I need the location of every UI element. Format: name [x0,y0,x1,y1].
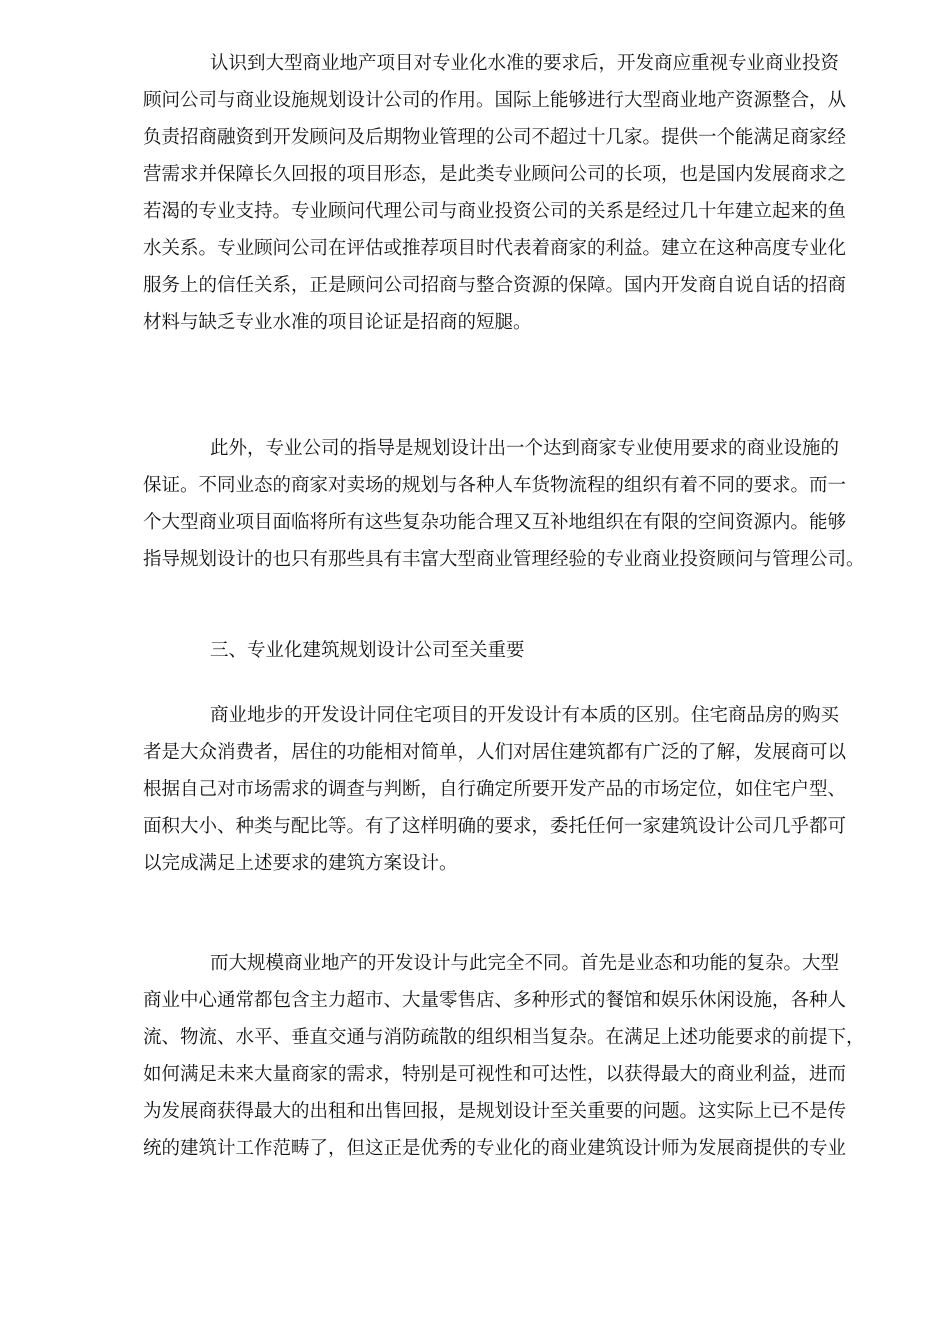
text-line: 此外，专业公司的指导是规划设计出一个达到商家专业使用要求的商业设施的 [210,438,840,459]
text-line: 面积大小、种类与配比等。有了这样明确的要求，委托任何一家建筑设计公司几乎都可 [143,816,847,837]
text-line: 若渴的专业支持。专业顾问代理公司与商业投资公司的关系是经过几十年建立起来的鱼 [143,201,847,222]
text-line: 材料与缺乏专业水准的项目论证是招商的短腿。 [143,312,532,333]
text-line: 服务上的信任关系，正是顾问公司招商与整合资源的保障。国内开发商自说自话的招商 [143,275,847,296]
text-line: 为发展商获得最大的出租和出售回报，是规划设计至关重要的问题。这实际上已不是传 [143,1101,847,1122]
text-line: 个大型商业项目面临将所有这些复杂功能合理又互补地组织在有限的空间资源内。能够 [143,512,847,533]
text-line: 负责招商融资到开发顾问及后期物业管理的公司不超过十几家。提供一个能满足商家经 [143,127,847,148]
paragraph-1 [143,45,877,341]
section-heading-block [143,632,877,669]
text-line: 以完成满足上述要求的建筑方案设计。 [143,853,458,874]
text-line: 根据自己对市场需求的调查与判断，自行确定所要开发产品的市场定位，如住宅户型、 [143,779,847,800]
text-line: 指导规划设计的也只有那些具有丰富大型商业管理经验的专业商业投资顾问与管理公司。 [143,549,865,570]
section-heading: 三、专业化建筑规划设计公司至关重要 [210,640,525,661]
text-line: 顾问公司与商业设施规划设计公司的作用。国际上能够进行大型商业地产资源整合，从 [143,90,847,111]
text-line: 商业中心通常都包含主力超市、大量零售店、多种形式的餐馆和娱乐休闲设施，各种人 [143,990,847,1011]
paragraph-4 [143,945,877,1167]
text-line: 流、物流、水平、垂直交通与消防疏散的组织相当复杂。在满足上述功能要求的前提下， [143,1027,865,1048]
text-line: 水关系。专业顾问公司在评估或推荐项目时代表着商家的利益。建立在这种高度专业化 [143,238,847,259]
text-line: 认识到大型商业地产项目对专业化水准的要求后，开发商应重视专业商业投资 [210,53,840,74]
text-line: 统的建筑计工作范畴了，但这正是优秀的专业化的商业建筑设计师为发展商提供的专业 [143,1138,847,1159]
text-line: 商业地步的开发设计同住宅项目的开发设计有本质的区别。住宅商品房的购买 [210,705,840,726]
text-line: 营需求并保障长久回报的项目形态，是此类专业顾问公司的长项，也是国内发展商求之 [143,164,847,185]
paragraph-2 [143,430,877,578]
text-line: 而大规模商业地产的开发设计与此完全不同。首先是业态和功能的复杂。大型 [210,953,840,974]
paragraph-3 [143,697,877,882]
text-line: 如何满足未来大量商家的需求，特别是可视性和可达性，以获得最大的商业利益，进而 [143,1064,847,1085]
text-line: 保证。不同业态的商家对卖场的规划与各种人车货物流程的组织有着不同的要求。而一 [143,475,847,496]
text-line: 者是大众消费者，居住的功能相对简单，人们对居住建筑都有广泛的了解，发展商可以 [143,742,847,763]
